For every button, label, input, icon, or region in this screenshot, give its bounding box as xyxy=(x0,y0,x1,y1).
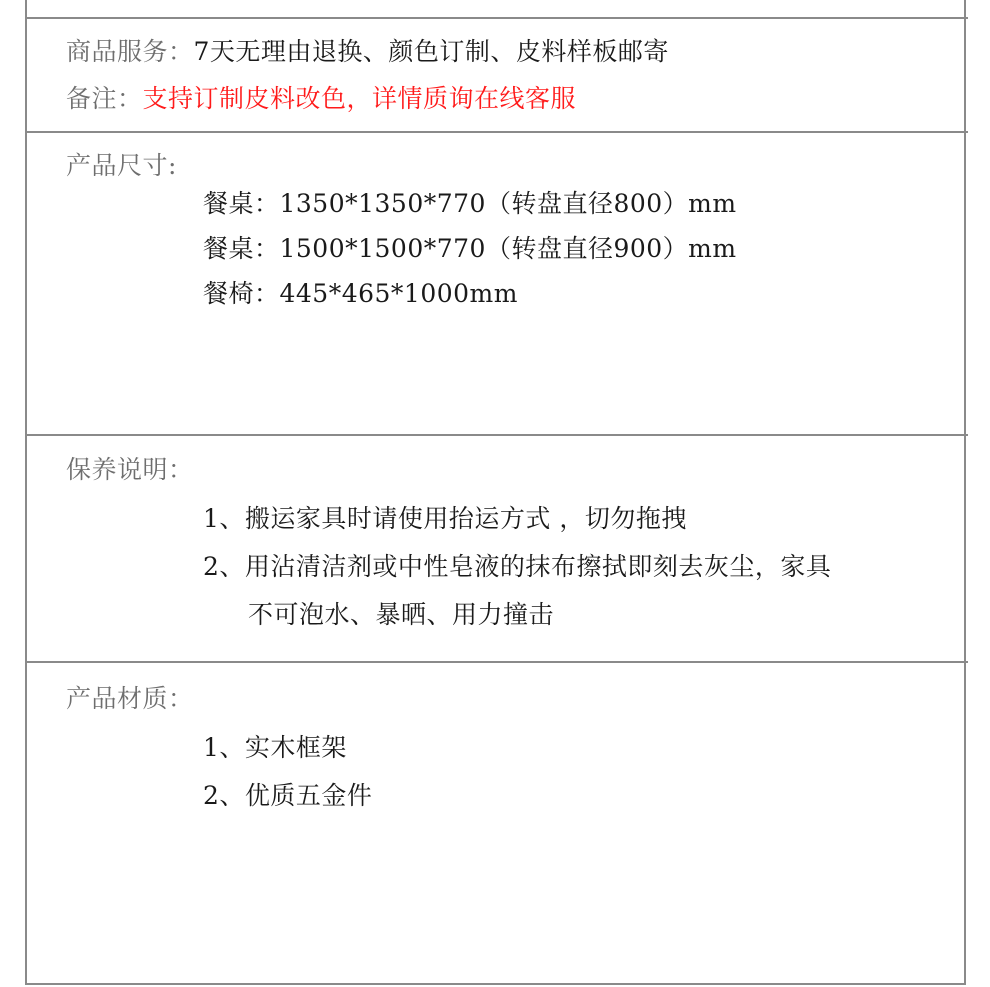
care-item-continuation: 不可泡水、暴晒、用力撞击 xyxy=(248,600,555,629)
size-heading: 产品尺寸: xyxy=(66,151,177,180)
care-heading: 保养说明： xyxy=(66,455,194,484)
size-item: 餐椅：445*465*1000mm xyxy=(203,279,518,308)
care-item: 2、用沾清洁剂或中性皂液的抹布擦拭即刻去灰尘，家具 xyxy=(203,552,832,581)
service-value: 7天无理由退换、颜色订制、皮料样板邮寄 xyxy=(193,37,669,66)
section-divider xyxy=(25,131,968,133)
section-divider xyxy=(25,434,968,436)
material-heading: 产品材质： xyxy=(66,684,194,713)
size-item: 餐桌：1500*1500*770（转盘直径900）mm xyxy=(203,234,737,263)
service-label: 商品服务： xyxy=(66,37,194,66)
section-divider xyxy=(25,17,968,19)
material-item: 1、实木框架 xyxy=(203,733,347,762)
content-frame xyxy=(25,0,966,985)
care-item: 1、搬运家具时请使用抬运方式 ，切勿拖拽 xyxy=(203,504,687,533)
note-label: 备注： xyxy=(66,84,143,113)
material-item: 2、优质五金件 xyxy=(203,781,373,810)
note-line xyxy=(66,84,576,114)
note-value: 支持订制皮料改色，详情质询在线客服 xyxy=(142,84,577,113)
section-divider xyxy=(25,661,968,663)
service-line xyxy=(66,37,669,67)
size-item: 餐桌：1350*1350*770（转盘直径800）mm xyxy=(203,189,737,218)
